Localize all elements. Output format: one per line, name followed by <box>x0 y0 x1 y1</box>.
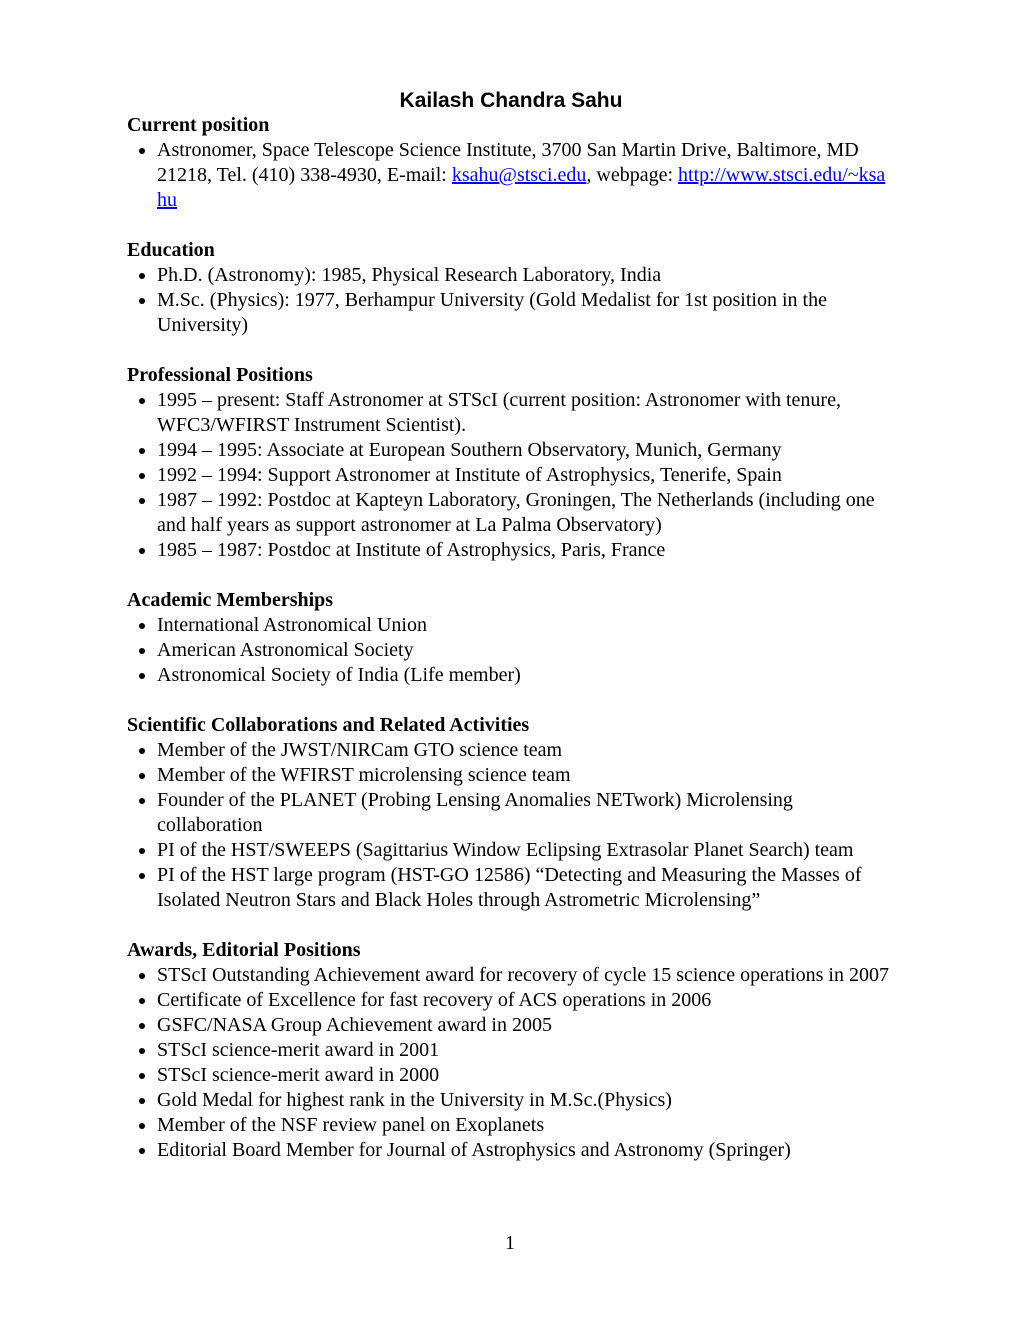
contact-text-before-email: Astronomer, Space Telescope Science Institute, 3700 San Martin Drive, Baltimore, MD 21218, Tel. (410) 338-4930, E-mail: <box>157 139 859 186</box>
list-item: • 1987 – 1992: Postdoc at Kapteyn Laboratory, Groningen, The Netherlands (including one and half years as support astronomer at La Palma Observatory) <box>157 488 895 538</box>
list-item: • GSFC/NASA Group Achievement award in 2005 <box>157 1013 895 1038</box>
section-current-position <box>127 113 895 213</box>
section-awards <box>127 938 895 1163</box>
webpage-link[interactable]: http://www.stsci.edu/~ksahu <box>157 164 886 211</box>
section-professional-positions <box>127 363 895 563</box>
list-item: • Ph.D. (Astronomy): 1985, Physical Research Laboratory, India <box>157 263 895 288</box>
list-item: • Member of the WFIRST microlensing science team <box>157 763 895 788</box>
bullet-list-current-position <box>127 138 895 213</box>
section-academic-memberships <box>127 588 895 688</box>
list-item: • 1985 – 1987: Postdoc at Institute of Astrophysics, Paris, France <box>157 538 895 563</box>
list-item: • STScI science-merit award in 2000 <box>157 1063 895 1088</box>
section-education <box>127 238 895 338</box>
list-item: • International Astronomical Union <box>157 613 895 638</box>
contact-text-between: , webpage: <box>586 164 679 186</box>
bullet-list-education <box>127 263 895 338</box>
section-scientific-collaborations <box>127 713 895 913</box>
bullet-list-scientific-collaborations <box>127 738 895 913</box>
page-title: Kailash Chandra Sahu <box>399 89 623 112</box>
page-number: 1 <box>505 1232 515 1254</box>
list-item: • PI of the HST large program (HST-GO 12586) “Detecting and Measuring the Masses of Isolated Neutron Stars and Black Holes through Astrometric Microlensing” <box>157 863 895 913</box>
list-item: • Certificate of Excellence for fast recovery of ACS operations in 2006 <box>157 988 895 1013</box>
list-item: • M.Sc. (Physics): 1977, Berhampur University (Gold Medalist for 1st position in the University) <box>157 288 895 338</box>
bullet-list-professional-positions <box>127 388 895 563</box>
email-link[interactable]: ksahu@stsci.edu <box>451 164 587 186</box>
list-item: • Gold Medal for highest rank in the University in M.Sc.(Physics) <box>157 1088 895 1113</box>
section-heading-professional-positions: Professional Positions <box>127 364 313 386</box>
section-heading-academic-memberships: Academic Memberships <box>127 589 334 611</box>
list-item: • 1995 – present: Staff Astronomer at STScI (current position: Astronomer with tenure, WFC3/WFIRST Instrument Scientist). <box>157 388 895 438</box>
bullet-list-awards <box>127 963 895 1163</box>
list-item: • Member of the JWST/NIRCam GTO science team <box>157 738 895 763</box>
section-heading-education: Education <box>127 239 215 261</box>
list-item: • Astronomical Society of India (Life member) <box>157 663 895 688</box>
list-item: • STScI science-merit award in 2001 <box>157 1038 895 1063</box>
list-item: • Founder of the PLANET (Probing Lensing Anomalies NETwork) Microlensing collaboration <box>157 788 895 838</box>
list-item: • American Astronomical Society <box>157 638 895 663</box>
section-heading-awards: Awards, Editorial Positions <box>127 939 361 961</box>
list-item <box>157 138 895 213</box>
list-item: • 1992 – 1994: Support Astronomer at Institute of Astrophysics, Tenerife, Spain <box>157 463 895 488</box>
list-item: • PI of the HST/SWEEPS (Sagittarius Window Eclipsing Extrasolar Planet Search) team <box>157 838 895 863</box>
list-item: • Member of the NSF review panel on Exoplanets <box>157 1113 895 1138</box>
list-item: • 1994 – 1995: Associate at European Southern Observatory, Munich, Germany <box>157 438 895 463</box>
list-item: • STScI Outstanding Achievement award for recovery of cycle 15 science operations in 2007 <box>157 963 895 988</box>
section-heading-scientific-collaborations: Scientific Collaborations and Related Activities <box>127 714 530 736</box>
bullet-list-academic-memberships <box>127 613 895 688</box>
list-item: • Editorial Board Member for Journal of Astrophysics and Astronomy (Springer) <box>157 1138 895 1163</box>
section-heading-current-position: Current position <box>127 114 270 136</box>
